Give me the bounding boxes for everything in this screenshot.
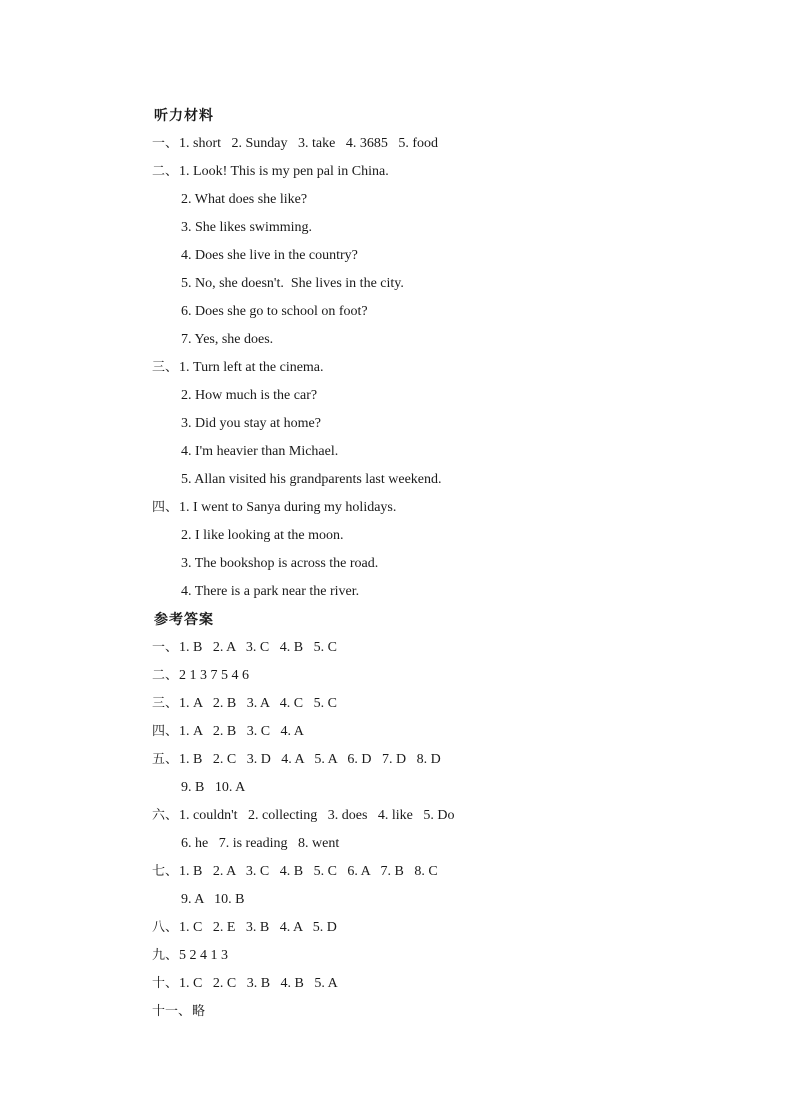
answer-text: 1. couldn't 2. collecting 3. does 4. like 5. Do bbox=[179, 808, 455, 823]
listening-line: 3. She likes swimming. bbox=[181, 220, 313, 235]
listening-line: 6. Does she go to school on foot? bbox=[181, 304, 368, 319]
answer-text: 5 2 4 1 3 bbox=[179, 948, 229, 963]
listening-line: 5. Allan visited his grandparents last weekend. bbox=[181, 472, 442, 487]
section-text: 1. Turn left at the cinema. bbox=[179, 360, 324, 375]
answer-section-7 bbox=[152, 862, 438, 882]
answer-section-4 bbox=[152, 722, 304, 742]
listening-line: 2. How much is the car? bbox=[181, 388, 318, 403]
listening-line: 2. I like looking at the moon. bbox=[181, 528, 344, 543]
section-number: 二、 bbox=[152, 668, 179, 683]
section-text: 1. short 2. Sunday 3. take 4. 3685 5. food bbox=[179, 136, 438, 151]
section-number: 七、 bbox=[152, 864, 179, 879]
section-text: 1. Look! This is my pen pal in China. bbox=[179, 164, 389, 179]
answer-section-5 bbox=[152, 750, 441, 770]
listening-line: 5. No, she doesn't. She lives in the city. bbox=[181, 276, 404, 291]
section-number: 十、 bbox=[152, 976, 179, 991]
answer-section-8 bbox=[152, 918, 337, 938]
answer-section-2 bbox=[152, 666, 249, 686]
section-number: 二、 bbox=[152, 164, 179, 179]
answer-text: 2 1 3 7 5 4 6 bbox=[179, 668, 250, 683]
answer-text: 1. A 2. B 3. C 4. A bbox=[179, 724, 304, 739]
answer-continuation: 9. B 10. A bbox=[181, 780, 246, 795]
answer-text: 1. C 2. C 3. B 4. B 5. A bbox=[179, 976, 338, 991]
section-number: 八、 bbox=[152, 920, 179, 935]
section-number: 九、 bbox=[152, 948, 179, 963]
section-number: 三、 bbox=[152, 696, 179, 711]
section-number: 四、 bbox=[152, 500, 179, 515]
section-text: 1. I went to Sanya during my holidays. bbox=[179, 500, 397, 515]
answer-text: 1. B 2. C 3. D 4. A 5. A 6. D 7. D 8. D bbox=[179, 752, 441, 767]
listening-section-2 bbox=[152, 162, 389, 182]
answer-section-9 bbox=[152, 946, 228, 966]
listening-line: 4. Does she live in the country? bbox=[181, 248, 358, 263]
answer-section-11 bbox=[152, 1002, 205, 1022]
section-number: 一、 bbox=[152, 640, 179, 655]
answers-heading: 参考答案 bbox=[154, 612, 214, 628]
section-number: 四、 bbox=[152, 724, 179, 739]
answer-text: 1. A 2. B 3. A 4. C 5. C bbox=[179, 696, 337, 711]
section-number: 三、 bbox=[152, 360, 179, 375]
section-number: 十一、 bbox=[152, 1004, 192, 1019]
section-number: 五、 bbox=[152, 752, 179, 767]
answer-text: 1. B 2. A 3. C 4. B 5. C bbox=[179, 640, 337, 655]
listening-line: 4. I'm heavier than Michael. bbox=[181, 444, 339, 459]
answer-section-1 bbox=[152, 638, 337, 658]
listening-line: 4. There is a park near the river. bbox=[181, 584, 360, 599]
answer-continuation: 6. he 7. is reading 8. went bbox=[181, 836, 340, 851]
listening-section-1 bbox=[152, 134, 438, 154]
answer-section-6 bbox=[152, 806, 455, 826]
listening-section-4 bbox=[152, 498, 396, 518]
listening-section-3 bbox=[152, 358, 324, 378]
answer-section-3 bbox=[152, 694, 337, 714]
answer-text: 1. C 2. E 3. B 4. A 5. D bbox=[179, 920, 337, 935]
listening-heading: 听力材料 bbox=[154, 108, 214, 124]
section-number: 一、 bbox=[152, 136, 179, 151]
section-number: 六、 bbox=[152, 808, 179, 823]
listening-line: 2. What does she like? bbox=[181, 192, 308, 207]
answer-text: 1. B 2. A 3. C 4. B 5. C 6. A 7. B 8. C bbox=[179, 864, 438, 879]
answer-continuation: 9. A 10. B bbox=[181, 892, 245, 907]
answer-text: 略 bbox=[192, 1004, 206, 1019]
listening-line: 3. Did you stay at home? bbox=[181, 416, 321, 431]
listening-line: 3. The bookshop is across the road. bbox=[181, 556, 379, 571]
answer-section-10 bbox=[152, 974, 338, 994]
listening-line: 7. Yes, she does. bbox=[181, 332, 274, 347]
